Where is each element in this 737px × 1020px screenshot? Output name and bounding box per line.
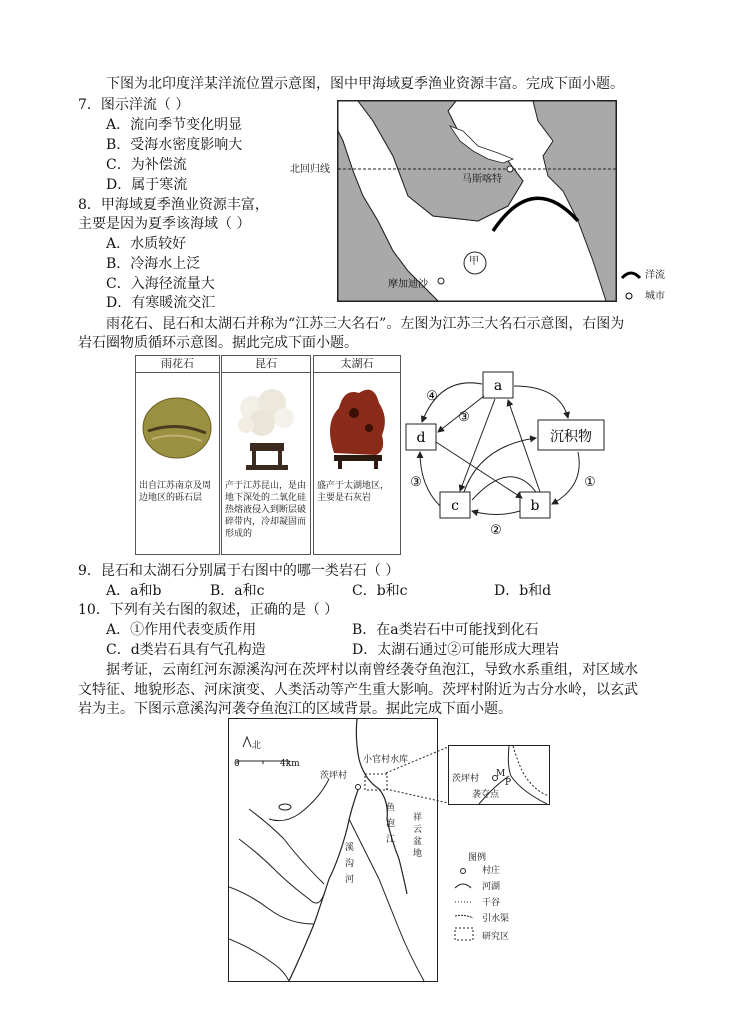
process-label-4: ④	[426, 389, 438, 404]
arrow-sediment-to-b	[552, 452, 579, 504]
process-label-1: ①	[584, 475, 596, 490]
q7-option-a[interactable]: A．流向季节变化明显	[106, 117, 243, 133]
intro-paragraph-2-line2: 岩石圈物质循环示意图。据此完成下面小题。	[78, 335, 358, 351]
question-9-stem: 9．昆石和太湖石分别属于右图中的哪一类岩石（ ）	[78, 563, 400, 579]
village-label: 茨坪村	[320, 771, 348, 781]
question-8-stem-line2: 主要是因为夏季该海域（ ）	[78, 216, 251, 232]
intro-paragraph-2-line1: 雨花石、昆石和太湖石并称为“江苏三大名石”。左图为江苏三大名石示意图，右图为	[106, 316, 625, 332]
q9-option-c[interactable]: C．b和c	[352, 583, 408, 599]
city-mogadishu-label: 摩加迪沙	[388, 279, 428, 290]
node-a-label: a	[493, 378, 503, 394]
scale-4km-label: 4km	[280, 759, 300, 769]
stone-desc: 盛产于太湖地区，主要是石灰岩	[317, 481, 390, 503]
q9-option-a[interactable]: A．a和b	[106, 583, 162, 599]
stone-card-taihu	[313, 355, 401, 555]
stone-image-svg	[314, 373, 400, 478]
mogadishu-marker	[438, 278, 444, 284]
node-d-label: d	[416, 430, 426, 446]
q7-option-b[interactable]: B．受海水密度影响大	[106, 137, 243, 153]
yupao-river-label: 鱼 泡 江	[386, 803, 396, 845]
city-muscat-label: 马斯喀特	[462, 174, 502, 185]
q8-option-b[interactable]: B．冷海水上泛	[106, 256, 201, 272]
stone-title: 昆石	[222, 356, 310, 373]
stone-title: 太湖石	[314, 356, 400, 373]
stone-image-svg	[136, 373, 219, 478]
inset-village-label: 茨坪村	[452, 774, 480, 784]
arrow-b-to-c	[472, 511, 520, 515]
city-circle-icon	[626, 293, 632, 299]
intro-paragraph-1: 下图为北印度洋某洋流位置示意图，图中甲海域夏季渔业资源丰富。完成下面小题。	[106, 76, 624, 92]
legend-study-area: 研究区	[482, 932, 510, 942]
lake-icon	[279, 804, 291, 810]
q7-option-c[interactable]: C．为补偿流	[106, 157, 187, 173]
legend-current-label: 洋流	[645, 270, 665, 281]
legend-dry-valley: 干谷	[482, 898, 501, 908]
q9-option-d[interactable]: D．b和d	[494, 583, 552, 599]
stone-card-kun	[221, 355, 311, 555]
question-8-stem-line1: 8．甲海域夏季渔业资源丰富，	[78, 197, 269, 213]
indian-ocean-map	[337, 100, 617, 302]
legend-canal: 引水渠	[482, 914, 510, 924]
node-b-label: b	[530, 498, 540, 514]
scale-0-label: 0	[234, 759, 240, 769]
intro-paragraph-3-line3: 岩为主。下图示意溪沟河袭夺鱼泡江的区域背景。据此完成下面小题。	[78, 701, 512, 717]
legend-village: 村庄	[482, 866, 501, 876]
q8-option-d[interactable]: D．有寒暖流交汇	[106, 295, 216, 311]
stone-desc: 出自江苏南京及周边地区的砾石层	[139, 481, 212, 503]
tributary-4	[229, 939, 289, 981]
inset-m-label: M	[496, 769, 506, 779]
village-legend-icon	[461, 869, 466, 874]
node-c-label: c	[451, 498, 459, 514]
stone-image	[222, 373, 310, 478]
map3-legend-title: 图例	[468, 853, 487, 863]
arrow-c-to-d	[420, 452, 440, 506]
node-sediment-label: 沉积物	[550, 429, 592, 445]
reservoir-label: 小官村水库	[363, 755, 409, 765]
q8-option-a[interactable]: A．水质较好	[106, 236, 187, 252]
study-area-legend-icon	[455, 928, 473, 940]
zone-jia-label: 甲	[469, 256, 479, 267]
inset-river	[508, 746, 547, 804]
rock-cycle-diagram	[400, 366, 620, 538]
canal-legend-icon	[455, 915, 473, 918]
stone-title: 雨花石	[136, 356, 219, 373]
stone-desc: 产于江苏昆山，是由地下深处的二氧化硅热熔液侵入到断层破碎带内，冷却凝固而形成的	[225, 481, 307, 539]
intro-paragraph-3-line1: 据考证，云南红河东源溪沟河在茨坪村以南曾经袭夺鱼泡江，导致水系重组，对区域水	[106, 662, 638, 678]
north-arrow-icon	[243, 737, 251, 747]
process-label-3a: ③	[458, 410, 470, 425]
question-7-stem: 7．图示洋流（ ）	[78, 97, 190, 113]
stone-image-svg	[222, 373, 310, 478]
inset-p-label: P	[505, 778, 512, 788]
legend-city-label: 城市	[645, 291, 665, 302]
q10-option-b[interactable]: B．在a类岩石中可能找到化石	[352, 622, 539, 638]
q7-option-d[interactable]: D．属于寒流	[106, 177, 188, 193]
indian-ocean-map-svg	[338, 101, 616, 301]
stone-image	[136, 373, 219, 478]
inset-canal	[513, 746, 549, 796]
xiangyun-basin-label: 祥 云 盆 地	[413, 813, 423, 859]
current-arc-icon	[622, 273, 640, 278]
stone-card-yuhua	[135, 355, 220, 555]
inset-capture-point-label: 袭夺点	[472, 790, 500, 800]
tributary-3	[249, 809, 324, 884]
xigou-river-label: 溪 沟 河	[345, 843, 355, 885]
stone-image	[314, 373, 400, 478]
muscat-marker	[507, 166, 513, 172]
village-marker	[356, 785, 361, 790]
map1-legend-icons	[620, 266, 642, 306]
q10-option-d[interactable]: D．太湖石通过②可能形成大理岩	[352, 642, 560, 658]
river-legend-icon	[455, 884, 471, 888]
q10-option-a[interactable]: A．①作用代表变质作用	[106, 622, 257, 638]
map3-legend-icons	[452, 866, 478, 946]
tropic-label: 北回归线	[290, 164, 330, 175]
process-label-2: ②	[490, 523, 502, 538]
process-label-3b: ③	[410, 475, 422, 490]
question-10-stem: 10．下列有关右图的叙述，正确的是（ ）	[78, 602, 339, 618]
intro-paragraph-3-line2: 文特征、地貌形态、河床演变、人类活动等产生重大影响。茨坪村附近为古分水岭，以玄武	[78, 682, 638, 698]
q10-option-c[interactable]: C．d类岩石具有气孔构造	[106, 642, 266, 658]
arrow-b-to-a-up	[508, 400, 540, 492]
arrow-d-to-b	[436, 442, 522, 498]
q8-option-c[interactable]: C．入海径流量大	[106, 276, 215, 292]
arrow-a-to-sediment	[514, 386, 568, 418]
legend-river-lake: 河湖	[482, 882, 501, 892]
inset-connector	[384, 745, 450, 805]
q9-option-b[interactable]: B．a和c	[210, 583, 265, 599]
north-label: 北	[252, 741, 262, 751]
